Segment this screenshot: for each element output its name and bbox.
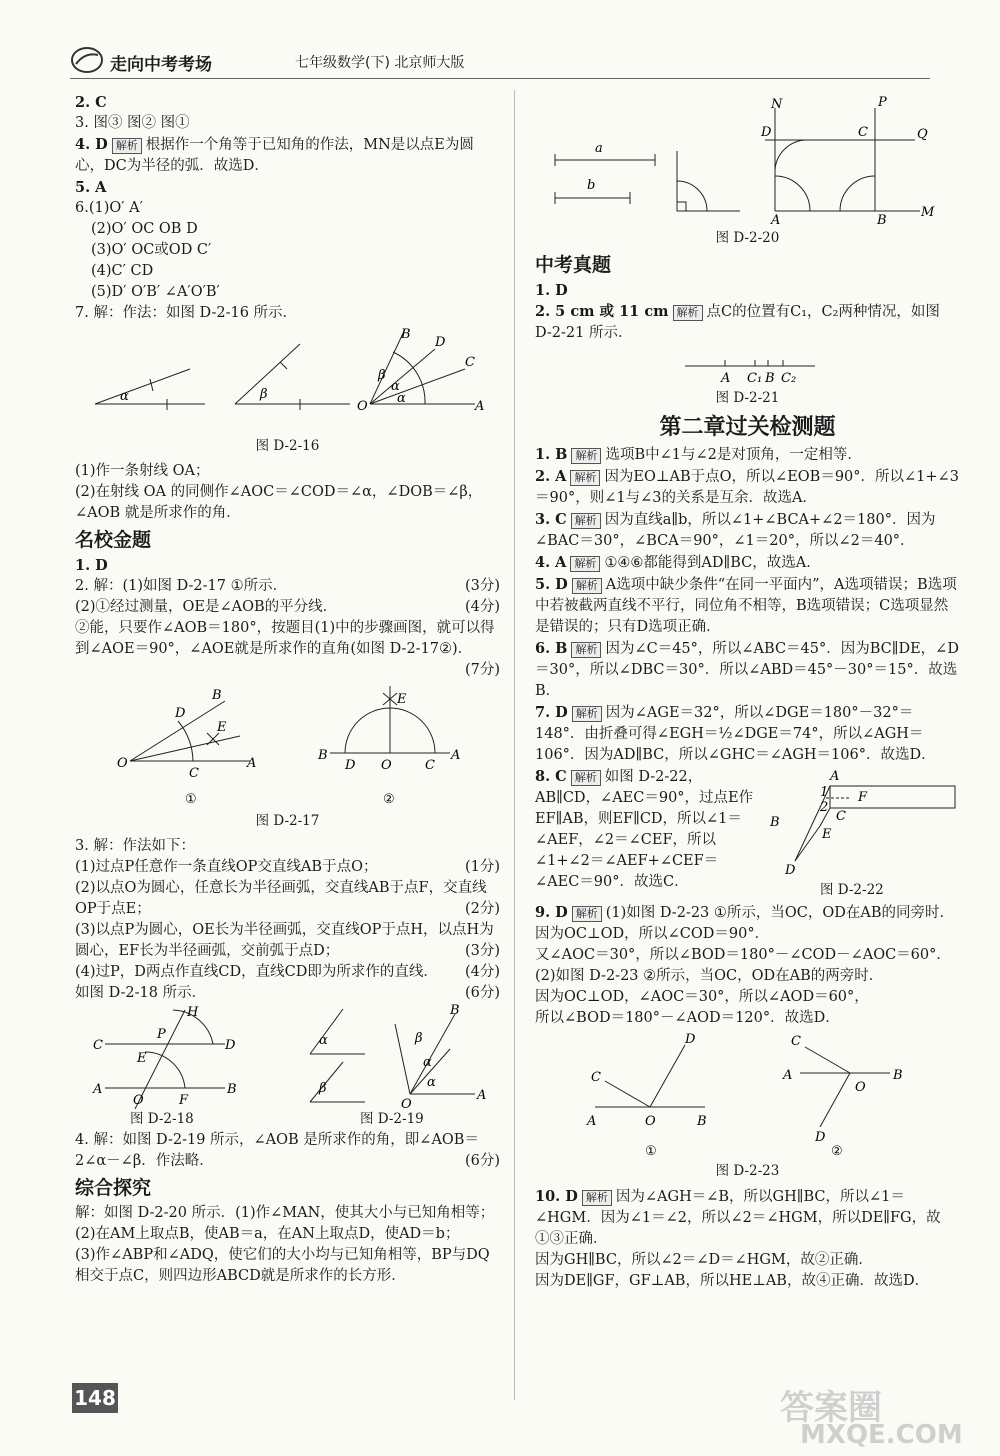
svg-text:2: 2 — [820, 800, 829, 815]
svg-text:β: β — [319, 1081, 327, 1096]
svg-text:α: α — [423, 1055, 432, 1070]
z-line-3: (3)作∠ABP和∠ADQ，使它们的大小均与已知角相等，BP与DQ相交于点C，则四边形ABCD就是所求作的长方形． — [75, 1247, 490, 1284]
svg-text:α: α — [120, 389, 129, 404]
svg-text:M: M — [921, 205, 935, 220]
svg-text:b: b — [587, 178, 596, 193]
figure-d-2-16 — [75, 324, 495, 434]
svg-text:H: H — [187, 1005, 199, 1020]
svg-text:B: B — [877, 213, 887, 226]
z-line-2: (2)在AM上取点B，使AB＝a，在AN上取点D，使AD＝b； — [75, 1226, 460, 1242]
svg-text:C: C — [791, 1034, 801, 1049]
captions-18-19 — [75, 1109, 500, 1130]
c-answer-4: 4. A 解析 ①④⑥都能得到AD∥BC，故选A． — [535, 554, 821, 571]
svg-text:O: O — [645, 1114, 656, 1129]
svg-text:O: O — [855, 1080, 866, 1095]
caption-d-2-23: 图 D-2-23 — [715, 1163, 780, 1179]
svg-text:B: B — [318, 748, 328, 763]
svg-text:1: 1 — [820, 785, 829, 800]
analysis-tag: 解析 — [112, 138, 142, 154]
answer-6-4: (4)C′ CD — [91, 263, 154, 279]
c-answer-10-1: 因为GH∥BC，所以∠2＝∠D＝∠HGM，故②正确． — [535, 1252, 873, 1268]
watermark: 答案圈 — [780, 1388, 882, 1428]
header-rule — [70, 78, 930, 79]
svg-text:O: O — [401, 1097, 412, 1109]
z-answer-1: 1. D — [535, 282, 568, 299]
page-number: 148 — [72, 1383, 118, 1413]
logo-icon — [70, 46, 104, 74]
answer-7-step-1: (1)作一条射线 OA； — [75, 463, 210, 479]
svg-text:N: N — [771, 97, 783, 112]
svg-text:D: D — [685, 1032, 696, 1047]
c-answer-9-1: 又∠AOC＝30°，所以∠BOD＝180°－∠COD－∠AOC＝60°． — [535, 947, 951, 963]
caption-d-2-22: 图 D-2-22 — [820, 882, 884, 898]
figure-d-2-21 — [535, 344, 955, 386]
svg-text:②: ② — [383, 792, 395, 807]
svg-text:C: C — [591, 1070, 601, 1085]
svg-text:β: β — [378, 368, 386, 383]
svg-text:C: C — [189, 766, 199, 781]
svg-text:β: β — [260, 387, 268, 402]
m-answer-3-0: 3. 解：作法如下： — [75, 838, 195, 854]
watermark-url: MXQE.COM — [800, 1420, 963, 1450]
svg-text:B: B — [765, 371, 775, 386]
svg-text:C: C — [93, 1038, 103, 1053]
book-subtitle: 七年级数学(下) 北京师大版 — [295, 55, 465, 71]
caption-d-2-20: 图 D-2-20 — [715, 230, 780, 246]
m-answer-3-2: (2)以点O为圆心，任意长为半径画弧，交直线AB于点F，交直线OP于点E； (2分) — [75, 880, 500, 917]
svg-text:D: D — [435, 335, 446, 350]
svg-text:α: α — [397, 391, 406, 406]
c-answer-5: 5. D 解析 A选项中缺少条件“在同一平面内”，A选项错误；B选项中若被截两直线不平行，同位角不相等，B选项错误；C选项显然是错误的；只有D选项正确． — [535, 576, 957, 635]
c-answer-9-0: 9. D 解析 (1)如图 D-2-23 ①所示，当OC，OD在AB的同旁时．因为OC⊥OD，所以∠COD＝90°． — [535, 904, 955, 942]
svg-text:E: E — [217, 720, 227, 735]
svg-text:F: F — [858, 790, 868, 805]
m-answer-3-4: (4)过P，D两点作直线CD，直线CD即为所求作的直线． (4分) — [75, 964, 500, 980]
m-answer-2-a: 2. 解：(1)如图 D-2-17 ①所示． (3分) — [75, 578, 500, 594]
figure-d-2-20 — [535, 96, 955, 226]
figure-d-2-17 — [75, 681, 495, 809]
analysis-tag: 解析 — [673, 305, 703, 321]
c-answer-9-3: 因为OC⊥OD，∠AOC＝30°，所以∠AOD＝60°， — [535, 989, 869, 1005]
svg-text:C: C — [465, 355, 475, 370]
svg-text:D: D — [345, 758, 356, 773]
svg-text:A: A — [587, 1114, 597, 1129]
c-answer-2: 2. A 解析 因为EO⊥AB于点O，所以∠EOB＝90°．所以∠1+∠3＝90°，则∠1与∠3的关系是互余．故选A． — [535, 468, 959, 506]
section-zhongkao: 中考真题 — [535, 254, 612, 276]
caption-d-2-16: 图 D-2-16 — [255, 438, 320, 454]
svg-text:E: E — [822, 827, 832, 842]
svg-text:D: D — [815, 1130, 826, 1145]
svg-text:O: O — [381, 758, 392, 773]
answer-3: 3. 图③ 图② 图① — [75, 115, 190, 131]
chapter-title: 第二章过关检测题 — [659, 415, 836, 440]
caption-d-2-18: 图 D-2-18 — [130, 1111, 194, 1127]
answer-6-3: (3)O′ OC或OD C′ — [91, 242, 212, 258]
svg-text:D: D — [225, 1038, 236, 1053]
svg-text:A: A — [477, 1088, 487, 1103]
c-answer-7: 7. D 解析 因为∠AGE＝32°，所以∠DGE＝180°－32°＝148°．由折叠可得∠EGH＝½∠DGE＝74°，所以∠AGH＝106°．因为AD∥BC，所以∠GHC＝∠AGH＝106°．故选D． — [535, 704, 936, 763]
svg-text:B: B — [227, 1082, 237, 1097]
q8-block — [535, 766, 960, 902]
svg-text:C: C — [425, 758, 435, 773]
svg-text:B: B — [697, 1114, 707, 1129]
answer-7-step-2: (2)在射线 OA 的同侧作∠AOC＝∠COD＝∠α，∠DOB＝∠β，∠AOB 就是所求作的角． — [75, 484, 483, 521]
m-answer-3-1: (1)过点P任意作一条直线OP交直线AB于点O； (1分) — [75, 859, 500, 875]
svg-text:B: B — [770, 815, 780, 830]
answer-7: 7. 解：作法：如图 D-2-16 所示． — [75, 305, 298, 321]
c-answer-6: 6. B 解析 因为∠C＝45°，所以∠ABC＝45°．因为BC∥DE，∠D＝30°，所以∠DBC＝30°．所以∠ABD＝45°－30°＝15°．故选B． — [535, 640, 959, 699]
svg-text:A: A — [771, 213, 781, 226]
z-answer-2: 2. 5 cm 或 11 cm 解析 点C的位置有C₁，C₂两种情况，如图 D-2-21 所示． — [535, 303, 940, 341]
svg-text:①: ① — [645, 1144, 657, 1159]
svg-text:α: α — [391, 379, 400, 394]
c-answer-8: 8. C 解析 如图 D-2-22，AB∥CD，∠AEC＝90°，过点E作EF∥AB，则EF∥CD，所以∠1＝∠AEF，∠2＝∠CEF，所以∠1+∠2＝∠AEF+∠CEF＝∠AEC＝90°．故选C． — [535, 768, 754, 890]
svg-text:A: A — [451, 748, 461, 763]
caption-d-2-21: 图 D-2-21 — [715, 390, 780, 406]
svg-text:C₂: C₂ — [781, 371, 797, 386]
svg-text:E: E — [397, 692, 407, 707]
svg-text:A: A — [830, 769, 840, 784]
svg-text:O: O — [133, 1093, 144, 1108]
svg-text:α: α — [427, 1075, 436, 1090]
svg-text:C: C — [836, 809, 846, 824]
section-mingxiao: 名校金题 — [75, 529, 152, 551]
left-column — [75, 92, 500, 1287]
svg-text:B: B — [401, 327, 411, 342]
c-answer-10-2: 因为DE∥GF，GF⊥AB，所以HE⊥AB，故④正确．故选D． — [535, 1273, 930, 1289]
svg-text:α: α — [319, 1033, 328, 1048]
svg-text:β: β — [415, 1031, 423, 1046]
svg-text:B: B — [893, 1068, 903, 1083]
answer-4: 4. D 解析 根据作一个角等于已知角的作法，MN是以点E为圆心，DC为半径的弧．故选D． — [75, 136, 474, 174]
svg-text:B: B — [212, 688, 222, 703]
right-column — [535, 96, 960, 1292]
answer-6-1: 6.(1)O′ A′ — [75, 200, 143, 216]
page-header — [70, 44, 930, 78]
svg-text:E: E — [137, 1051, 147, 1066]
svg-text:A: A — [783, 1068, 793, 1083]
answer-6-5: (5)D′ O′B′ ∠A′O′B′ — [91, 284, 220, 300]
c-answer-3: 3. C 解析 因为直线a∥b，所以∠1+∠BCA+∠2＝180°．因为∠BAC＝30°，∠BCA＝90°，∠1＝20°，所以∠2＝40°． — [535, 511, 936, 549]
svg-text:A: A — [721, 371, 731, 386]
m-answer-3-3: (3)以点P为圆心，OE长为半径画弧，交直线OP于点H，以点H为圆心，EF长为半径画弧，交前弧于点D； (3分) — [75, 922, 500, 959]
caption-d-2-19: 图 D-2-19 — [360, 1111, 424, 1127]
svg-text:②: ② — [831, 1144, 843, 1159]
m-answer-1: 1. D — [75, 557, 108, 574]
svg-text:P: P — [157, 1027, 166, 1042]
column-divider — [514, 90, 515, 1400]
svg-text:①: ① — [185, 792, 197, 807]
answer-5: 5. A — [75, 179, 107, 196]
m-answer-3-5: 如图 D-2-18 所示． (6分) — [75, 985, 500, 1001]
svg-text:O: O — [117, 756, 128, 771]
c-answer-1: 1. B 解析 选项B中∠1与∠2是对顶角，一定相等． — [535, 446, 862, 463]
svg-text:D: D — [785, 863, 796, 878]
svg-text:P: P — [878, 96, 887, 110]
c-answer-10-0: 10. D 解析 因为∠AGH＝∠B，所以GH∥BC，所以∠1＝∠HGM．因为∠1＝∠2，所以∠2＝∠HGM，所以DE∥FG，故①③正确． — [535, 1188, 941, 1247]
svg-text:A: A — [475, 399, 485, 414]
svg-text:C: C — [858, 125, 868, 140]
m-answer-2-c: ②能，只要作∠AOB＝180°，按题目(1)中的步骤画图，就可以得到∠AOE＝90°，∠AOE就是所求作的直角(如图 D-2-17②)． (7分) — [75, 620, 500, 678]
svg-text:a: a — [595, 141, 603, 156]
caption-d-2-17: 图 D-2-17 — [255, 813, 320, 829]
svg-text:A: A — [93, 1082, 103, 1097]
figure-d-2-23 — [535, 1029, 955, 1159]
svg-text:D: D — [175, 706, 186, 721]
answer-6-2: (2)O′ OC OB D — [91, 221, 198, 237]
svg-text:F: F — [179, 1093, 189, 1108]
answer-2: 2. C — [75, 94, 107, 111]
svg-text:C₁: C₁ — [747, 371, 763, 386]
svg-text:A: A — [247, 756, 257, 771]
c-answer-9-4: 所以∠BOD＝180°－∠AOD＝120°．故选D． — [535, 1010, 840, 1026]
m-answer-2-b: (2)①经过测量，OE是∠AOB的平分线． (4分) — [75, 599, 500, 615]
svg-text:O: O — [357, 399, 368, 414]
svg-text:D: D — [761, 125, 772, 140]
svg-text:Q: Q — [917, 127, 928, 142]
book-title: 走向中考考场 — [110, 55, 212, 75]
svg-text:B: B — [450, 1004, 460, 1018]
figure-d-2-18-19 — [75, 1004, 495, 1109]
section-zonghe: 综合探究 — [75, 1177, 152, 1199]
m-answer-4: 4. 解：如图 D-2-19 所示，∠AOB 是所求作的角，即∠AOB＝2∠α－∠β．作法略． (6分) — [75, 1132, 500, 1169]
figure-d-2-22 — [760, 766, 960, 881]
z-line-1: 解：如图 D-2-20 所示．(1)作∠MAN，使其大小与已知角相等； — [75, 1205, 495, 1221]
c-answer-9-2: (2)如图 D-2-23 ②所示，当OC，OD在AB的两旁时． — [535, 968, 884, 984]
